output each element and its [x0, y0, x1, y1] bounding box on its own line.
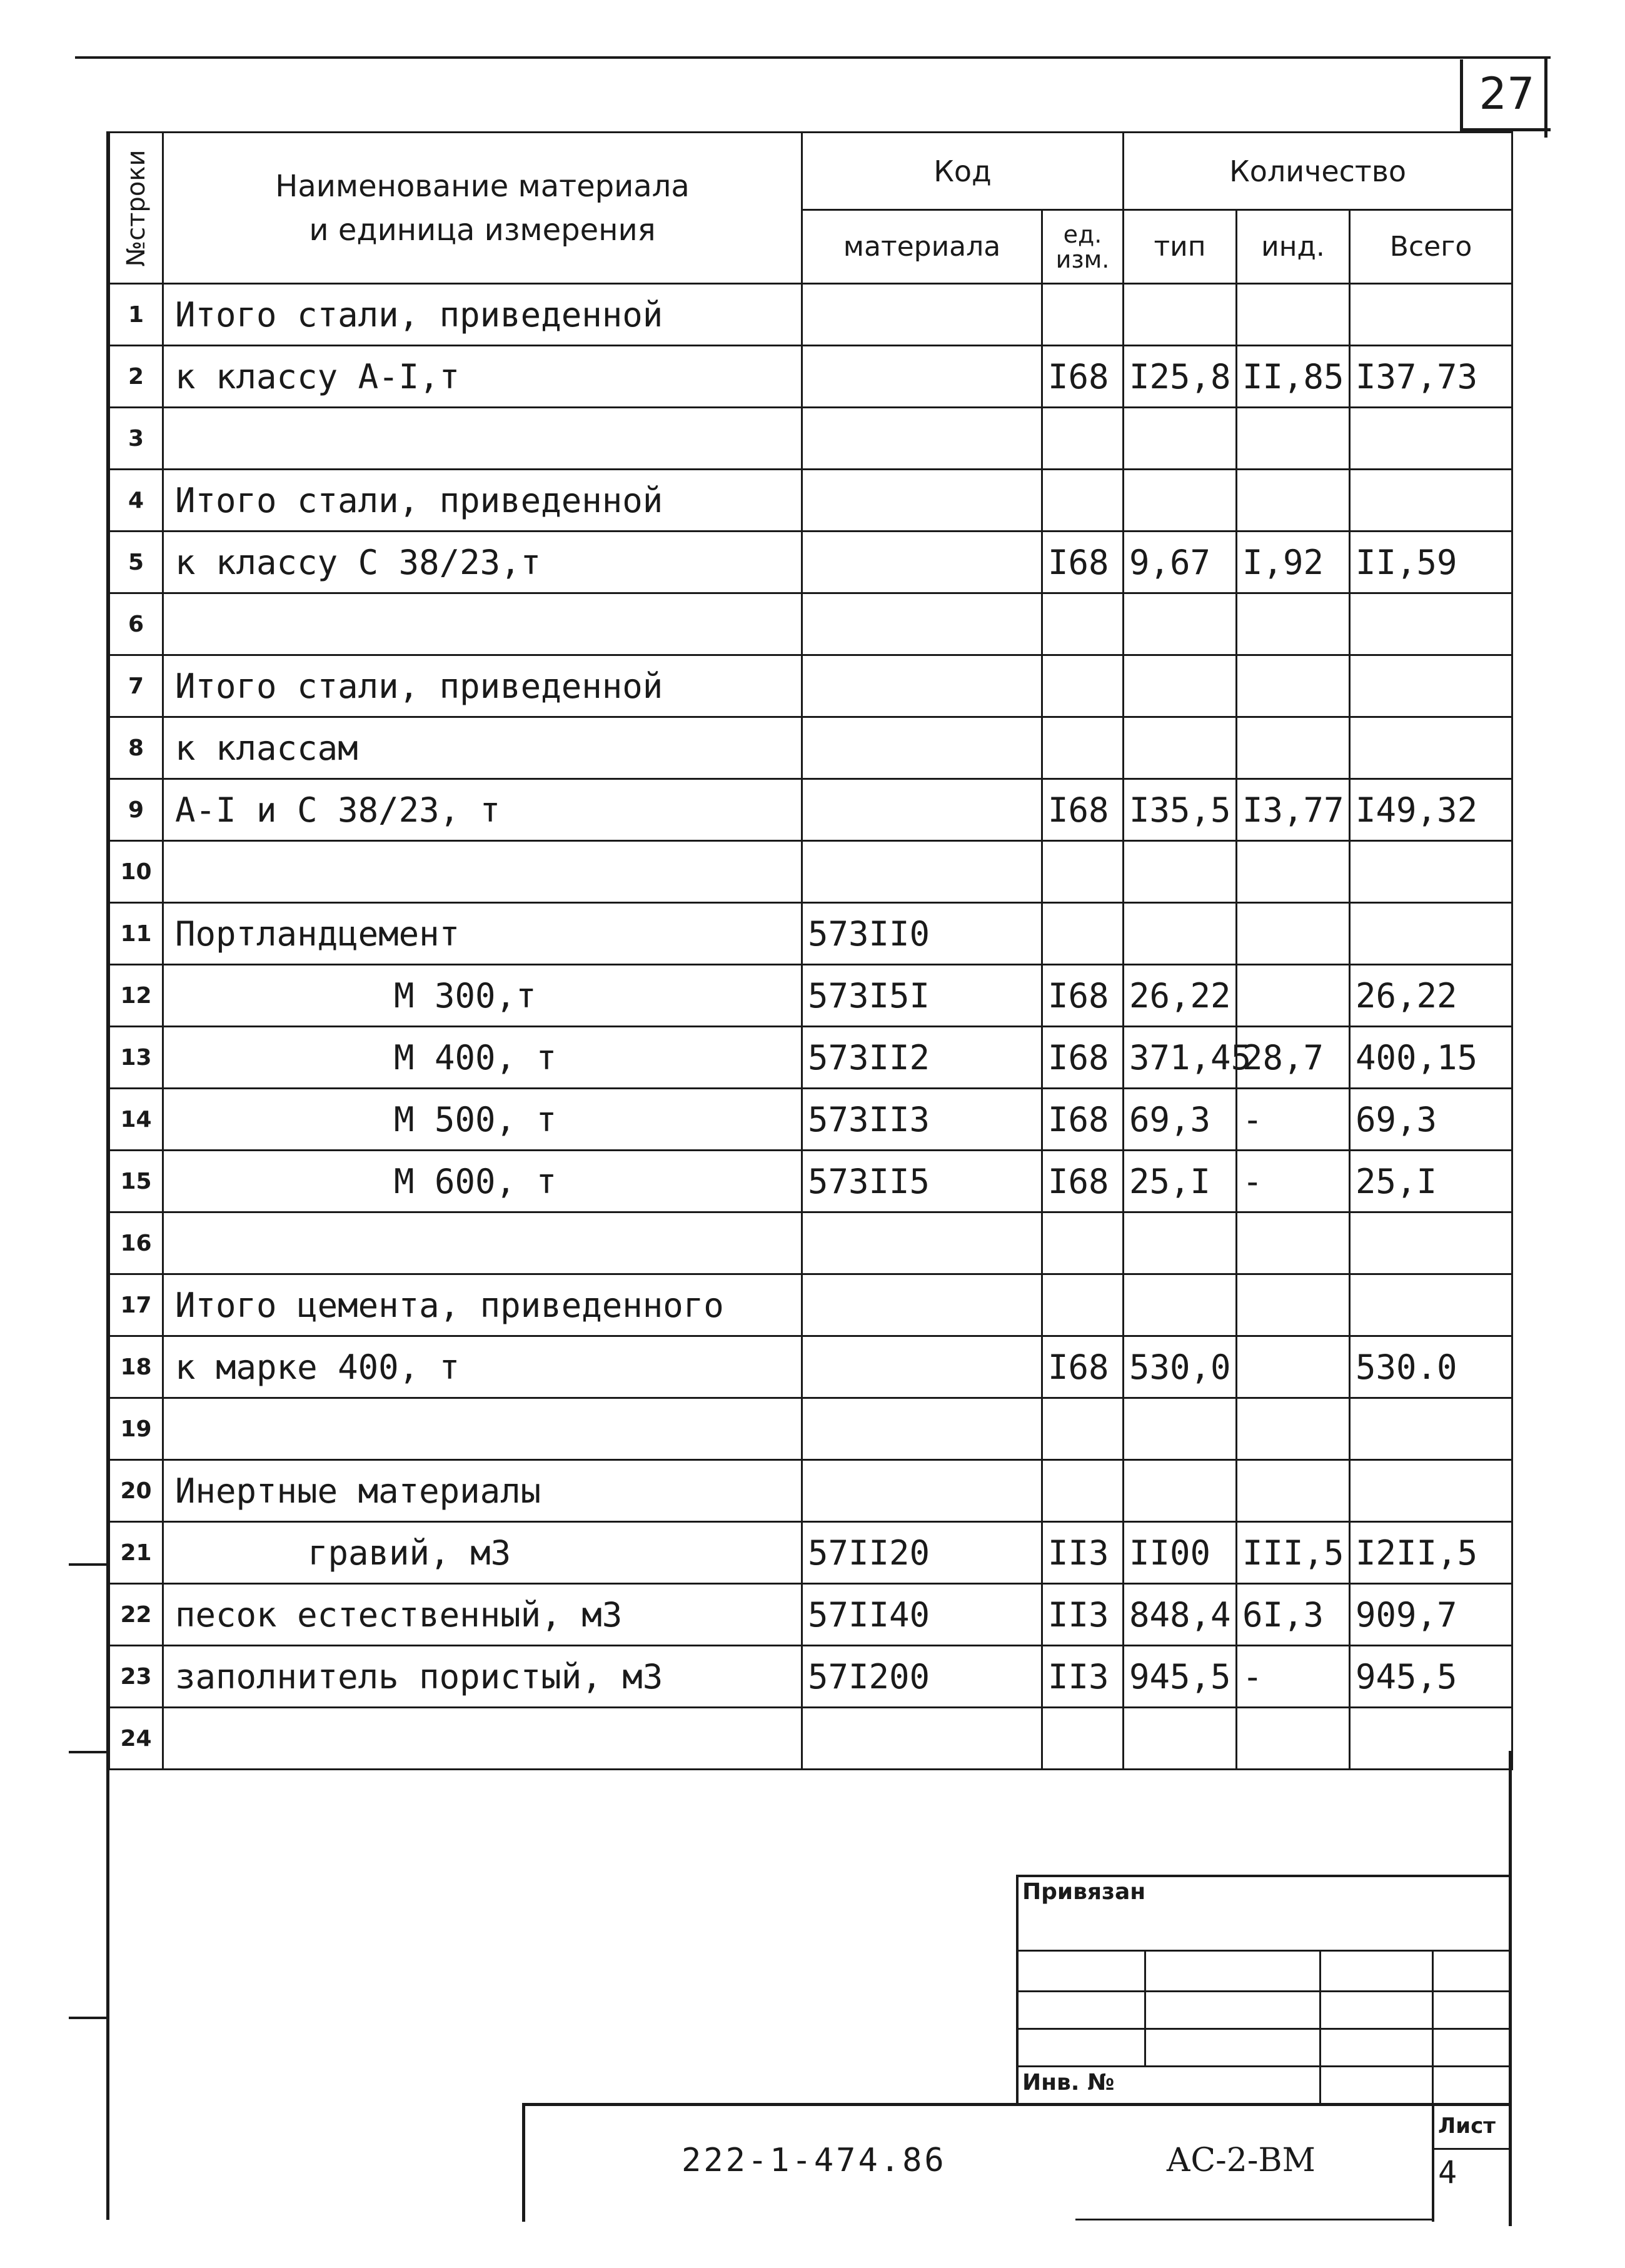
total-quantity-cell [1350, 1212, 1512, 1274]
material-name-cell: песок естественный, м3 [163, 1584, 802, 1646]
table-row [109, 1274, 1512, 1336]
ind-header: инд. [1237, 210, 1350, 284]
total-quantity-cell [1350, 284, 1512, 346]
table-row [109, 1212, 1512, 1274]
table-row [109, 841, 1512, 903]
total-quantity-cell: 25,I [1350, 1151, 1512, 1212]
unit-code-cell: I68 [1042, 1027, 1124, 1089]
material-code-cell: 57II40 [802, 1584, 1042, 1646]
type-quantity-cell [1124, 841, 1237, 903]
type-quantity-cell: 69,3 [1124, 1089, 1237, 1151]
total-quantity-cell [1350, 470, 1512, 532]
total-quantity-cell [1350, 408, 1512, 470]
row-number-cell: 19 [109, 1398, 163, 1460]
material-code-cell [802, 779, 1042, 841]
total-quantity-cell [1350, 1274, 1512, 1336]
table-row [109, 1027, 1512, 1089]
left-border [106, 131, 109, 2220]
material-code-cell: 573II2 [802, 1027, 1042, 1089]
table-row [109, 408, 1512, 470]
sheet-number: 4 [1438, 2154, 1457, 2190]
row-number-cell: 12 [109, 965, 163, 1027]
total-quantity-cell [1350, 1708, 1512, 1770]
unit-code-cell [1042, 655, 1124, 717]
material-name-cell: Итого цемента, приведенного [163, 1274, 802, 1336]
unit-header [1042, 210, 1124, 284]
type-quantity-cell [1124, 1398, 1237, 1460]
table-row [109, 284, 1512, 346]
table-row [109, 1646, 1512, 1708]
materials-table [108, 131, 1513, 1770]
row-number-cell: 22 [109, 1584, 163, 1646]
unit-code-cell: I68 [1042, 532, 1124, 593]
material-name-cell: к классу А-I,т [163, 346, 802, 408]
row-number-cell: 8 [109, 717, 163, 779]
total-quantity-cell: I37,73 [1350, 346, 1512, 408]
stamp-grid-v3 [1432, 1950, 1434, 2106]
material-name-cell: М 300,т [163, 965, 802, 1027]
type-header: тип [1124, 210, 1237, 284]
unit-code-cell: I68 [1042, 965, 1124, 1027]
material-code-cell: 573II5 [802, 1151, 1042, 1212]
material-code-cell [802, 1708, 1042, 1770]
material-name-cell: Итого стали, приведенной [163, 284, 802, 346]
type-quantity-cell: I35,5 [1124, 779, 1237, 841]
total-quantity-cell [1350, 655, 1512, 717]
row-number-cell: 20 [109, 1460, 163, 1522]
row-number-header [109, 133, 163, 284]
stamp-grid-h4 [1016, 2065, 1510, 2067]
row-number-cell: 13 [109, 1027, 163, 1089]
material-name-cell: Инертные материалы [163, 1460, 802, 1522]
total-header: Всего [1350, 210, 1512, 284]
type-quantity-cell [1124, 1274, 1237, 1336]
material-code-cell [802, 655, 1042, 717]
quantity-header: Количество [1124, 133, 1512, 210]
total-quantity-cell [1350, 593, 1512, 655]
row-number-cell: 3 [109, 408, 163, 470]
ind-quantity-cell: - [1237, 1646, 1350, 1708]
row-number-cell: 15 [109, 1151, 163, 1212]
type-quantity-cell [1124, 593, 1237, 655]
name-header-line1: Наименование материала [275, 168, 690, 204]
material-code-cell [802, 1460, 1042, 1522]
material-code-cell [802, 717, 1042, 779]
type-quantity-cell [1124, 1708, 1237, 1770]
total-quantity-cell: 530.0 [1350, 1336, 1512, 1398]
row-number-cell: 11 [109, 903, 163, 965]
unit-code-cell [1042, 1398, 1124, 1460]
material-code-cell [802, 841, 1042, 903]
material-name-cell: А-I и С 38/23, т [163, 779, 802, 841]
row-number-cell: 16 [109, 1212, 163, 1274]
row-number-cell: 5 [109, 532, 163, 593]
ind-quantity-cell: - [1237, 1151, 1350, 1212]
right-frame-border [1509, 1751, 1512, 2226]
material-code-cell: 573II3 [802, 1089, 1042, 1151]
ind-quantity-cell [1237, 1460, 1350, 1522]
material-name-cell [163, 1398, 802, 1460]
type-quantity-cell: 371,45 [1124, 1027, 1237, 1089]
inventory-number-label: Инв. № [1022, 2070, 1115, 2095]
table-row [109, 655, 1512, 717]
unit-code-cell [1042, 593, 1124, 655]
material-name-cell [163, 1708, 802, 1770]
total-quantity-cell: 400,15 [1350, 1027, 1512, 1089]
type-quantity-cell: 9,67 [1124, 532, 1237, 593]
material-name-cell: М 400, т [163, 1027, 802, 1089]
table-row [109, 779, 1512, 841]
table-row [109, 1708, 1512, 1770]
material-name-cell: к классам [163, 717, 802, 779]
type-quantity-cell: 530,0 [1124, 1336, 1237, 1398]
unit-code-cell: I68 [1042, 1089, 1124, 1151]
unit-code-cell [1042, 1274, 1124, 1336]
material-code-cell: 57II20 [802, 1522, 1042, 1584]
type-quantity-cell [1124, 284, 1237, 346]
unit-code-cell: I68 [1042, 1151, 1124, 1212]
table-row [109, 1522, 1512, 1584]
ind-quantity-cell [1237, 655, 1350, 717]
material-name-cell: Портландцемент [163, 903, 802, 965]
unit-code-cell [1042, 408, 1124, 470]
name-header [163, 133, 802, 284]
material-name-cell: к марке 400, т [163, 1336, 802, 1398]
left-margin-tick-2 [69, 1751, 109, 1753]
ind-quantity-cell [1237, 284, 1350, 346]
table-row [109, 1460, 1512, 1522]
material-name-cell: гравий, м3 [163, 1522, 802, 1584]
document-code: АС-2-ВМ [1166, 2142, 1316, 2179]
ind-quantity-cell [1237, 1336, 1350, 1398]
unit-code-cell [1042, 903, 1124, 965]
material-name-cell: Итого стали, приведенной [163, 655, 802, 717]
total-quantity-cell [1350, 717, 1512, 779]
material-code-cell: 57I200 [802, 1646, 1042, 1708]
row-number-cell: 6 [109, 593, 163, 655]
table-row [109, 532, 1512, 593]
unit-code-cell [1042, 717, 1124, 779]
ind-quantity-cell: I,92 [1237, 532, 1350, 593]
row-number-cell: 17 [109, 1274, 163, 1336]
row-number-cell: 24 [109, 1708, 163, 1770]
bound-label: Привязан [1022, 1879, 1146, 1905]
table-row [109, 1398, 1512, 1460]
type-quantity-cell [1124, 655, 1237, 717]
material-code-cell [802, 1398, 1042, 1460]
material-code-cell [802, 532, 1042, 593]
unit-code-cell [1042, 841, 1124, 903]
ind-quantity-cell [1237, 841, 1350, 903]
unit-code-cell: II3 [1042, 1522, 1124, 1584]
type-quantity-cell: 945,5 [1124, 1646, 1237, 1708]
unit-code-cell [1042, 470, 1124, 532]
table-row [109, 1336, 1512, 1398]
total-quantity-cell: 945,5 [1350, 1646, 1512, 1708]
stamp-top-line [1016, 1875, 1510, 1877]
sheet-label: Лист [1438, 2114, 1496, 2139]
table-row [109, 965, 1512, 1027]
material-name-cell: к классу С 38/23,т [163, 532, 802, 593]
total-quantity-cell: II,59 [1350, 532, 1512, 593]
material-name-cell: М 500, т [163, 1089, 802, 1151]
type-quantity-cell [1124, 903, 1237, 965]
table-row [109, 1584, 1512, 1646]
total-quantity-cell [1350, 903, 1512, 965]
material-name-cell [163, 841, 802, 903]
ind-quantity-cell: I3,77 [1237, 779, 1350, 841]
stamp-grid-h3 [1016, 2028, 1510, 2030]
unit-header-line1: ед. [1063, 220, 1102, 248]
row-number-cell: 1 [109, 284, 163, 346]
total-quantity-cell: 909,7 [1350, 1584, 1512, 1646]
material-name-cell [163, 1212, 802, 1274]
unit-code-cell: II3 [1042, 1584, 1124, 1646]
type-quantity-cell: 25,I [1124, 1151, 1237, 1212]
material-code-cell [802, 284, 1042, 346]
ind-quantity-cell: 6I,3 [1237, 1584, 1350, 1646]
total-quantity-cell: 26,22 [1350, 965, 1512, 1027]
row-number-cell: 21 [109, 1522, 163, 1584]
type-quantity-cell: I25,8 [1124, 346, 1237, 408]
row-number-header-label: №строки [121, 149, 151, 266]
table-row [109, 903, 1512, 965]
ind-quantity-cell [1237, 1708, 1350, 1770]
type-quantity-cell: 26,22 [1124, 965, 1237, 1027]
ind-quantity-cell [1237, 1398, 1350, 1460]
total-quantity-cell: 69,3 [1350, 1089, 1512, 1151]
code-header: Код [802, 133, 1124, 210]
row-number-cell: 2 [109, 346, 163, 408]
sheet-box-divider [1432, 2148, 1510, 2150]
document-number: 222-1-474.86 [682, 2142, 947, 2179]
ind-quantity-cell: 28,7 [1237, 1027, 1350, 1089]
type-quantity-cell: 848,4 [1124, 1584, 1237, 1646]
table-row [109, 593, 1512, 655]
material-code-header: материала [802, 210, 1042, 284]
material-code-cell: 573II0 [802, 903, 1042, 965]
table-row [109, 1151, 1512, 1212]
unit-code-cell [1042, 1708, 1124, 1770]
total-quantity-cell: I2II,5 [1350, 1522, 1512, 1584]
top-rule [75, 56, 1551, 59]
name-header-line2: и единица измерения [309, 212, 656, 248]
stamp-grid-v1 [1144, 1950, 1146, 2065]
row-number-cell: 9 [109, 779, 163, 841]
page-number: 27 [1460, 59, 1551, 131]
material-code-cell [802, 1336, 1042, 1398]
material-code-cell [802, 408, 1042, 470]
left-margin-tick-3 [69, 2017, 109, 2019]
ind-quantity-cell [1237, 408, 1350, 470]
table-body [109, 284, 1512, 1770]
row-number-cell: 4 [109, 470, 163, 532]
unit-code-cell: I68 [1042, 1336, 1124, 1398]
sheet-box-left-line [1432, 2106, 1434, 2222]
unit-code-cell [1042, 284, 1124, 346]
stamp-grid-h1 [1016, 1950, 1510, 1952]
type-quantity-cell [1124, 1460, 1237, 1522]
material-name-cell: Итого стали, приведенной [163, 470, 802, 532]
ind-quantity-cell: - [1237, 1089, 1350, 1151]
ind-quantity-cell [1237, 903, 1350, 965]
type-quantity-cell [1124, 408, 1237, 470]
ind-quantity-cell [1237, 1212, 1350, 1274]
material-code-cell [802, 1212, 1042, 1274]
material-code-cell [802, 593, 1042, 655]
table-row [109, 717, 1512, 779]
stamp-grid-h2 [1016, 1990, 1510, 1992]
type-quantity-cell [1124, 717, 1237, 779]
unit-code-cell: I68 [1042, 779, 1124, 841]
stamp-grid-v2 [1319, 1950, 1321, 2106]
unit-code-cell: I68 [1042, 346, 1124, 408]
material-name-cell: М 600, т [163, 1151, 802, 1212]
row-number-cell: 7 [109, 655, 163, 717]
ind-quantity-cell [1237, 965, 1350, 1027]
material-code-cell: 573I5I [802, 965, 1042, 1027]
unit-code-cell: II3 [1042, 1646, 1124, 1708]
type-quantity-cell: II00 [1124, 1522, 1237, 1584]
total-quantity-cell [1350, 1398, 1512, 1460]
table-row [109, 346, 1512, 408]
total-quantity-cell [1350, 1460, 1512, 1522]
ind-quantity-cell [1237, 1274, 1350, 1336]
row-number-cell: 18 [109, 1336, 163, 1398]
material-name-cell: заполнитель пористый, м3 [163, 1646, 802, 1708]
material-code-cell [802, 470, 1042, 532]
bottom-edge-line [1075, 2219, 1432, 2220]
ind-quantity-cell [1237, 593, 1350, 655]
material-code-cell [802, 1274, 1042, 1336]
unit-code-cell [1042, 1212, 1124, 1274]
ind-quantity-cell: II,85 [1237, 346, 1350, 408]
ind-quantity-cell [1237, 470, 1350, 532]
type-quantity-cell [1124, 1212, 1237, 1274]
total-quantity-cell: I49,32 [1350, 779, 1512, 841]
row-number-cell: 23 [109, 1646, 163, 1708]
material-code-cell [802, 346, 1042, 408]
material-name-cell [163, 408, 802, 470]
ind-quantity-cell: III,5 [1237, 1522, 1350, 1584]
unit-header-line2: изм. [1055, 245, 1110, 273]
title-block-top-line [522, 2103, 1510, 2106]
table-row [109, 470, 1512, 532]
material-name-cell [163, 593, 802, 655]
total-quantity-cell [1350, 841, 1512, 903]
unit-code-cell [1042, 1460, 1124, 1522]
ind-quantity-cell [1237, 717, 1350, 779]
row-number-cell: 14 [109, 1089, 163, 1151]
table-row [109, 1089, 1512, 1151]
title-block-left-line [522, 2103, 525, 2222]
left-margin-tick-1 [69, 1563, 109, 1566]
row-number-cell: 10 [109, 841, 163, 903]
type-quantity-cell [1124, 470, 1237, 532]
